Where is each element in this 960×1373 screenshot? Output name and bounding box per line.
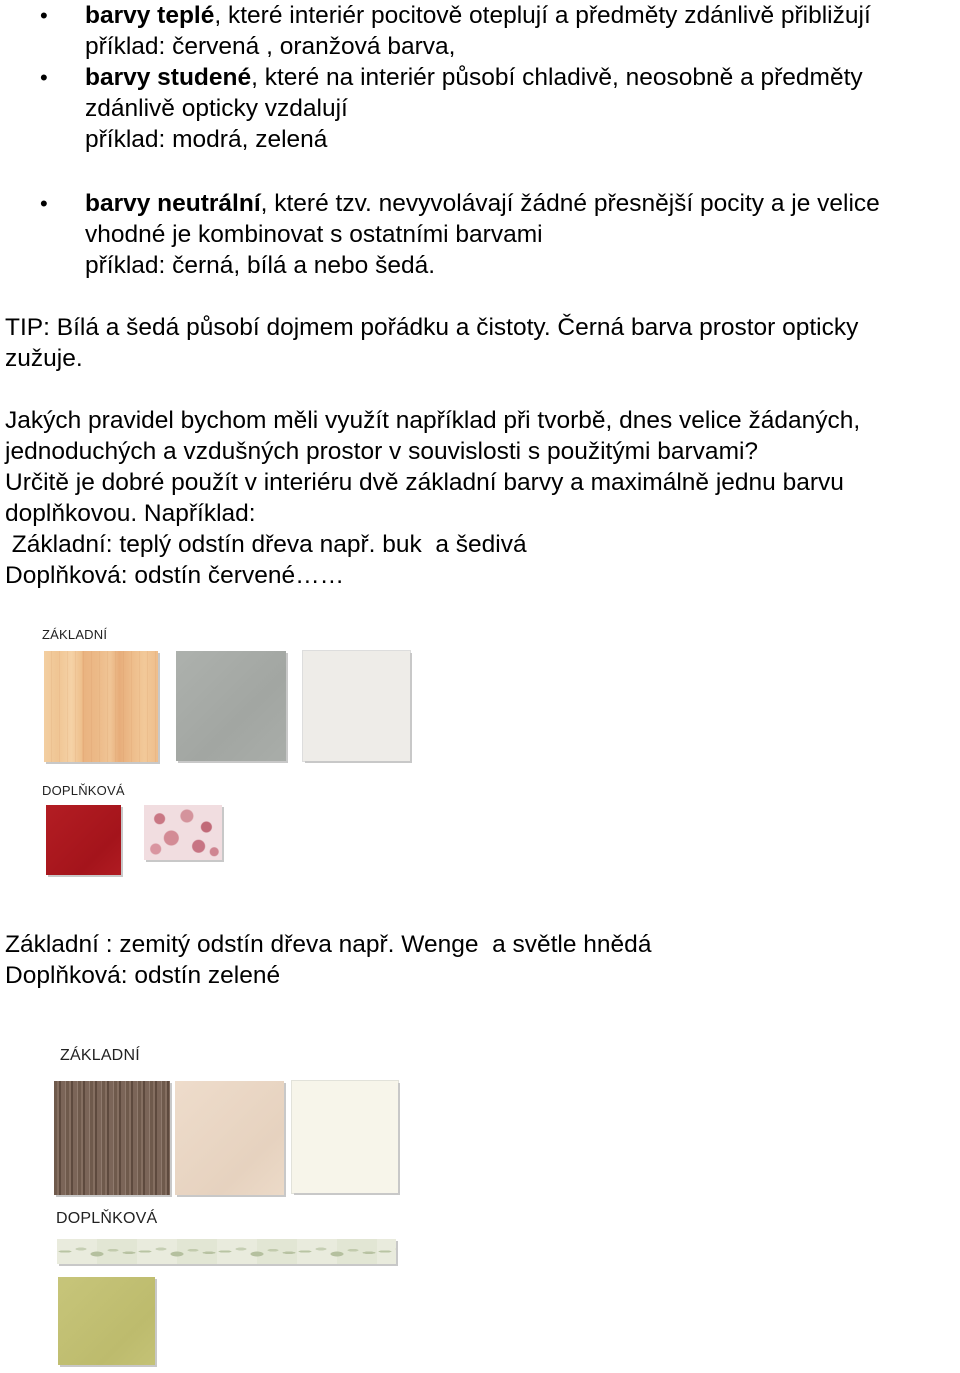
bullet-neutral-colors: [85, 188, 880, 219]
term-cold: barvy studené: [85, 64, 252, 91]
swatch-light-brown: [175, 1081, 284, 1195]
paragraph-line: Jakých pravidel bychom měli využít například při tvorbě, dnes velice žádaných,: [5, 407, 861, 434]
bullet-dot: •: [40, 65, 48, 90]
term-neutral: barvy neutrální: [85, 190, 261, 217]
bullet-dot: •: [40, 191, 48, 216]
bullet-text-cont: vhodné je kombinovat s ostatními barvami: [85, 221, 543, 248]
bullet-text: , které interiér pocitově oteplují a předměty zdánlivě přibližují: [214, 2, 871, 29]
swatch-grey: [176, 651, 286, 761]
bullet-example: příklad: černá, bílá a nebo šedá.: [85, 252, 436, 279]
bullet-dot: •: [40, 3, 48, 28]
example2-accent-line: Doplňková: odstín zelené: [5, 962, 281, 989]
swatch-wenge-wood: [54, 1081, 170, 1195]
bullet-cold-colors: [85, 62, 863, 93]
bullet-text: , které na interiér působí chladivě, neosobně a předměty: [251, 64, 863, 91]
label-basic: ZÁKLADNÍ: [60, 1047, 140, 1064]
tip-line-1: TIP: Bílá a šedá působí dojmem pořádku a čistoty. Černá barva prostor opticky: [5, 314, 859, 341]
bullet-example: příklad: modrá, zelená: [85, 126, 328, 153]
paragraph-line: doplňkovou. Například:: [5, 500, 256, 527]
tip-line-2: zužuje.: [5, 345, 83, 372]
bullet-text: , které tzv. nevyvolávají žádné přesnější pocity a je velice: [260, 190, 880, 217]
paragraph-line: Určitě je dobré použít v interiéru dvě základní barvy a maximálně jednu barvu: [5, 469, 844, 496]
swatch-off-white: [303, 651, 410, 761]
paragraph-line-accent: Doplňková: odstín červené……: [5, 562, 345, 589]
label-accent: DOPLŇKOVÁ: [42, 783, 125, 798]
bullet-warm-colors: [85, 0, 871, 31]
bullet-text-cont: zdánlivě opticky vzdalují: [85, 95, 348, 122]
swatch-leaf-border: [57, 1239, 396, 1264]
label-accent: DOPLŇKOVÁ: [56, 1210, 158, 1227]
swatch-olive-green: [58, 1277, 155, 1365]
swatch-ivory: [292, 1081, 398, 1193]
swatch-red: [46, 805, 121, 875]
swatch-beech-wood: [44, 651, 158, 762]
example2-basic-line: Základní : zemitý odstín dřeva např. Wenge a světle hnědá: [5, 931, 652, 958]
paragraph-line: jednoduchých a vzdušných prostor v souvislosti s použitými barvami?: [5, 438, 759, 465]
label-basic: ZÁKLADNÍ: [42, 627, 108, 642]
term-warm: barvy teplé: [85, 2, 215, 29]
bullet-example: příklad: červená , oranžová barva,: [85, 33, 456, 60]
swatch-floral-pink: [144, 805, 222, 860]
paragraph-line-basic: Základní: teplý odstín dřeva např. buk a šedivá: [5, 531, 527, 558]
